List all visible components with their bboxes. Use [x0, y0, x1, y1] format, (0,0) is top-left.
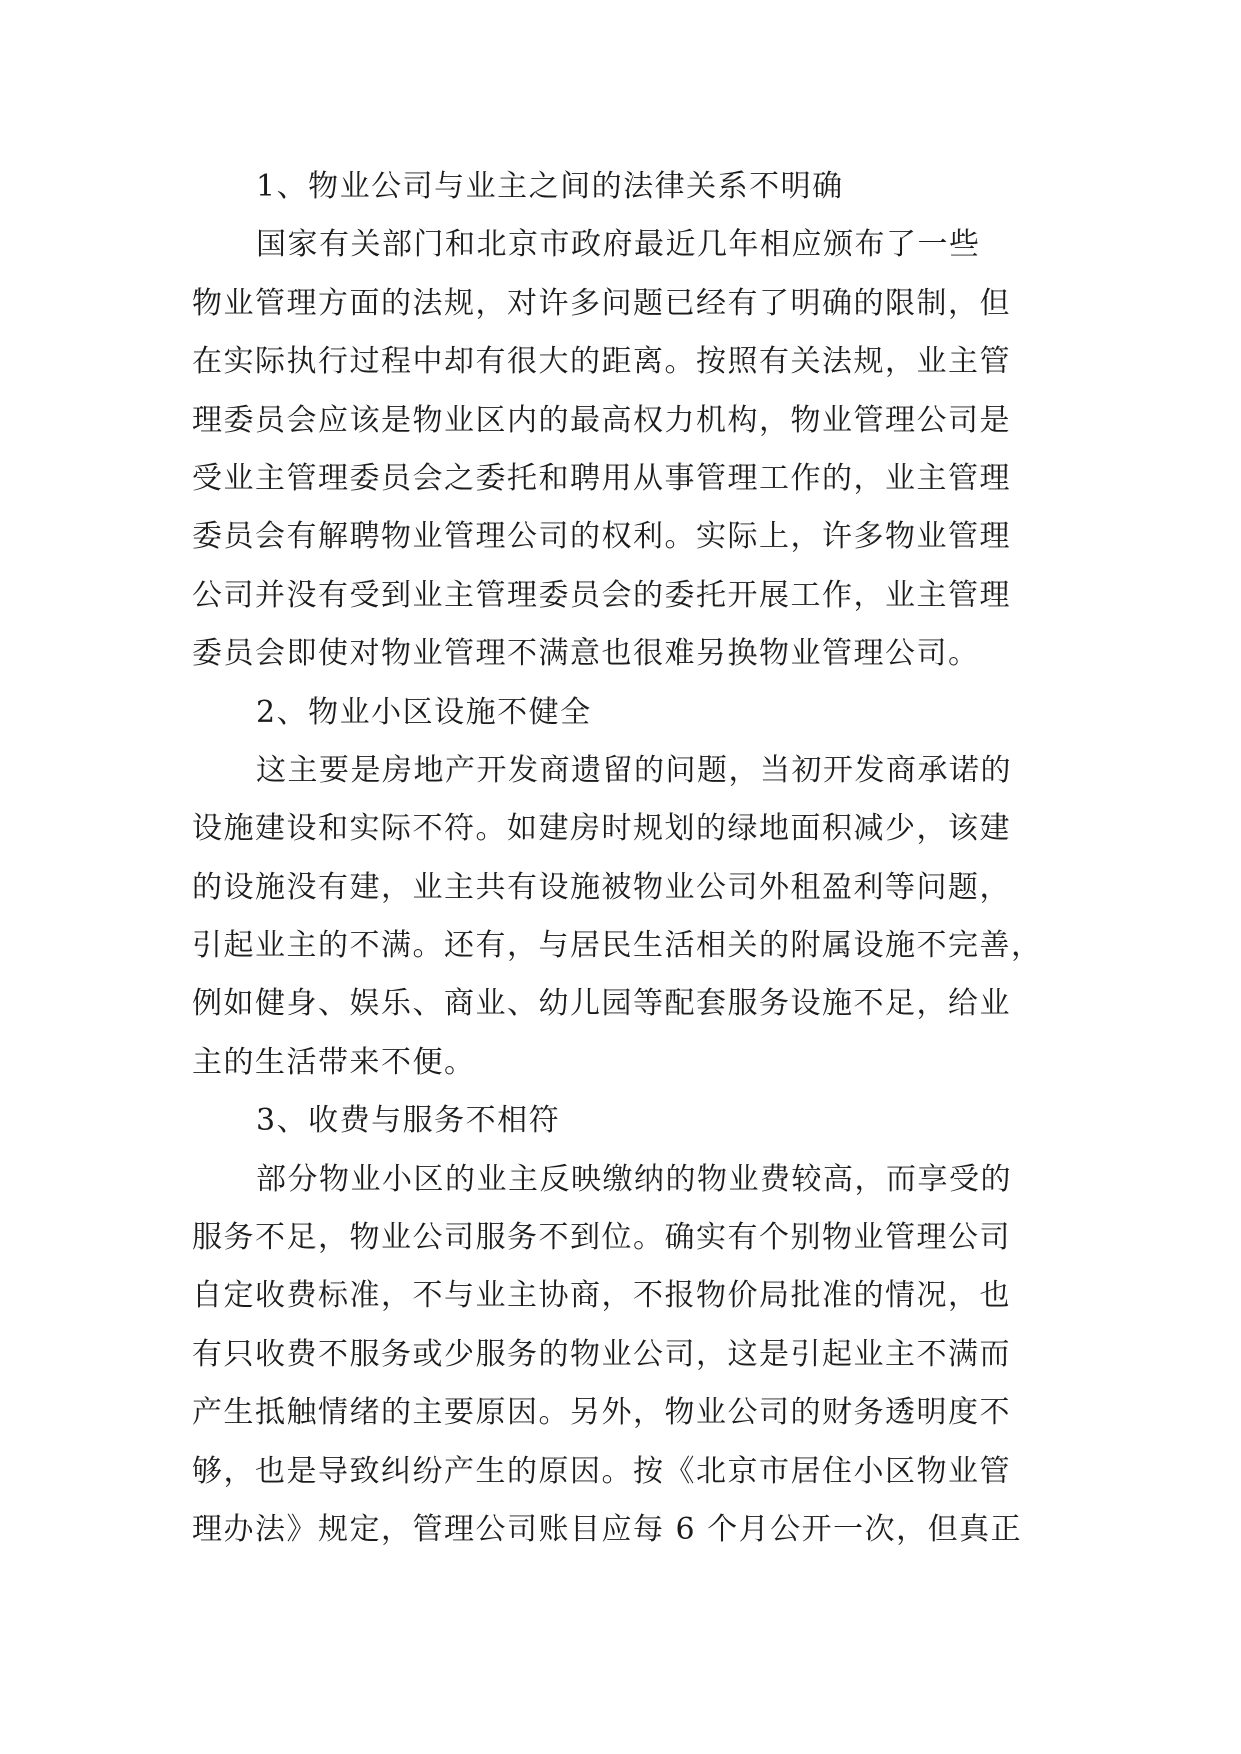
document-body	[192, 158, 1062, 1559]
text-line: 公司并没有受到业主管理委员会的委托开展工作，业主管理	[192, 577, 1011, 613]
paragraph-first-line: 这主要是房地产开发商遗留的问题，当初开发商承诺的	[256, 752, 1012, 788]
paragraph-first-line: 1、物业公司与业主之间的法律关系不明确	[256, 169, 844, 204]
paragraph-first-line: 国家有关部门和北京市政府最近几年相应颁布了一些	[256, 227, 981, 263]
text-line: 在实际执行过程中却有很大的距离。按照有关法规，业主管	[192, 344, 1011, 380]
text-line: 例如健身、娱乐、商业、幼儿园等配套服务设施不足，给业	[192, 986, 1011, 1022]
paragraph-first-line: 部分物业小区的业主反映缴纳的物业费较高，而享受的	[256, 1161, 1012, 1197]
text-line: 引起业主的不满。还有，与居民生活相关的附属设施不完善，	[192, 928, 1043, 964]
text-line: 设施建设和实际不符。如建房时规划的绿地面积减少，该建	[192, 811, 1011, 847]
paragraph-first-line: 2、物业小区设施不健全	[256, 694, 592, 730]
text-line: 委员会有解聘物业管理公司的权利。实际上，许多物业管理	[192, 519, 1011, 555]
text-line: 物业管理方面的法规，对许多问题已经有了明确的限制，但	[192, 285, 1011, 321]
text-line: 委员会即使对物业管理不满意也很难另换物业管理公司。	[192, 636, 980, 672]
text-line: 自定收费标准，不与业主协商，不报物价局批准的情况，也	[192, 1278, 1011, 1314]
text-line: 产生抵触情绪的主要原因。另外，物业公司的财务透明度不	[192, 1395, 1011, 1431]
text-line: 受业主管理委员会之委托和聘用从事管理工作的，业主管理	[192, 460, 1011, 496]
text-line: 理委员会应该是物业区内的最高权力机构，物业管理公司是	[192, 402, 1011, 438]
paragraph-first-line: 3、收费与服务不相符	[256, 1103, 561, 1139]
text-line: 的设施没有建，业主共有设施被物业公司外租盈利等问题，	[192, 869, 1011, 905]
text-line: 主的生活带来不便。	[192, 1044, 476, 1080]
text-line: 服务不足，物业公司服务不到位。确实有个别物业管理公司	[192, 1220, 1011, 1256]
text-line: 有只收费不服务或少服务的物业公司，这是引起业主不满而	[192, 1336, 1011, 1372]
text-line: 理办法》规定，管理公司账目应每 6 个月公开一次，但真正	[192, 1511, 1023, 1547]
text-line: 够，也是导致纠纷产生的原因。按《北京市居住小区物业管	[192, 1453, 1011, 1489]
